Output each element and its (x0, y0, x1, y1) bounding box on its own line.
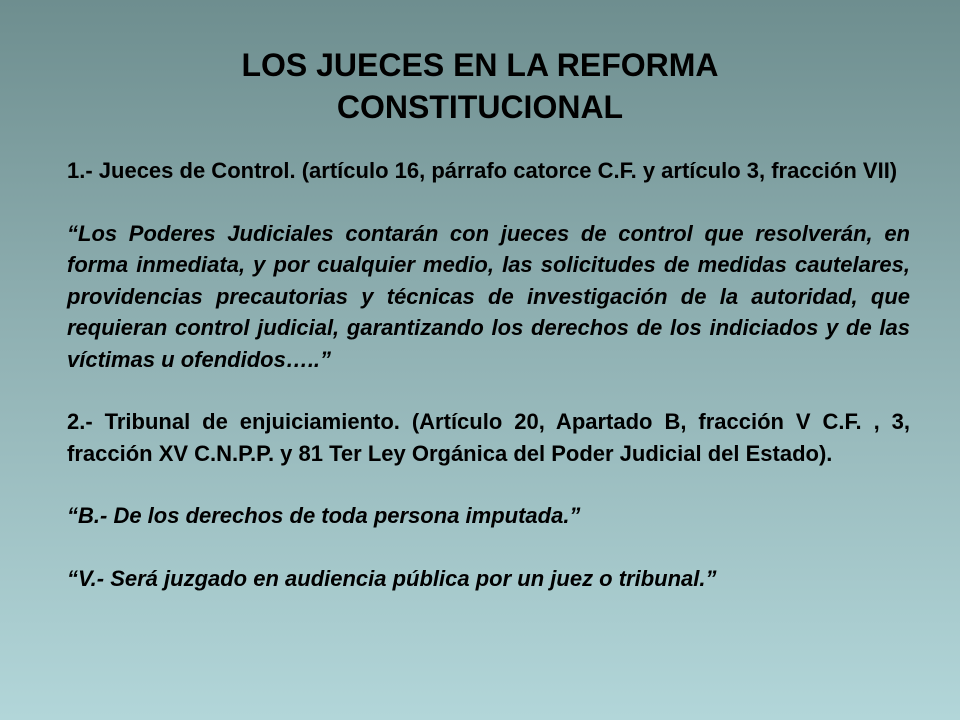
slide-title (0, 44, 960, 128)
title-line-2: CONSTITUCIONAL (336, 89, 624, 125)
item2-heading: 2.- Tribunal de enjuiciamiento. (Artículo 20, Apartado B, fracción V C.F. , 3, fracción XV C.N.P.P. y 81 Ter Ley Orgánica del Poder Judicial del Estado). (67, 409, 910, 466)
item1-quote: “Los Poderes Judiciales contarán con jueces de control que resolverán, en forma inmediata, y por cualquier medio, las solicitudes de medidas cautelares, providencias precautorias y técnicas de investigación de la autoridad, que requieran control judicial, garantizando los derechos de los indiciados y de las víctimas u ofendidos…..” (67, 220, 910, 372)
item1-heading: 1.- Jueces de Control. (artículo 16, párrafo catorce C.F. y artículo 3, fracción VII) (67, 158, 898, 183)
spacer (67, 375, 910, 406)
spacer (67, 469, 910, 500)
spacer (67, 532, 910, 563)
title-line-1: LOS JUECES EN LA REFORMA (241, 47, 719, 83)
item2-quote-v: “V.- Será juzgado en audiencia pública por un juez o tribunal.” (67, 565, 717, 591)
item2-quote-b: “B.- De los derechos de toda persona imputada.” (67, 503, 581, 528)
spacer (67, 187, 910, 218)
slide-body (67, 155, 910, 594)
